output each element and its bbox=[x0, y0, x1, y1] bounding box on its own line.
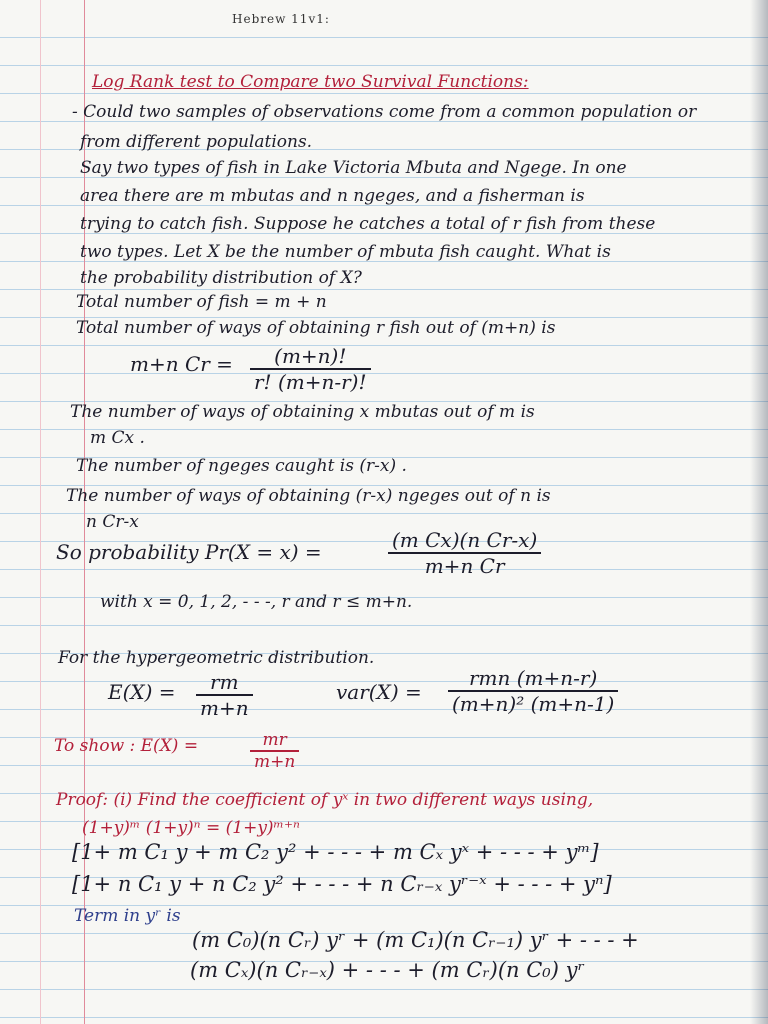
text-line-3: Say two types of fish in Lake Victoria Mbuta and Ngege. In one bbox=[80, 158, 627, 178]
text-line-5: trying to catch fish. Suppose he catches a total of r fish from these bbox=[80, 214, 656, 234]
text-line-2: from different populations. bbox=[80, 132, 313, 152]
text-line-14: The number of ways of obtaining (r-x) ngeges out of n is bbox=[66, 486, 551, 506]
text-line-13: The number of ngeges caught is (r-x) . bbox=[76, 456, 407, 476]
text-line-15: n Cr-x bbox=[86, 512, 139, 532]
text-line-8: Total number of fish = m + n bbox=[76, 292, 327, 312]
probability-formula-fraction bbox=[388, 528, 541, 578]
page-shadow bbox=[750, 0, 768, 1024]
term-line: Term in yʳ is bbox=[74, 906, 181, 926]
probability-formula-left: So probability Pr(X = x) = bbox=[56, 540, 322, 564]
combination-formula-left: m+n Cr = bbox=[130, 352, 233, 376]
text-line-11: The number of ways of obtaining x mbutas out of m is bbox=[70, 402, 535, 422]
page-title: Log Rank test to Compare two Survival Functions: bbox=[92, 72, 529, 92]
variance-formula-left: var(X) = bbox=[336, 680, 422, 704]
term-sum-1: (m C₀)(n Cᵣ) yʳ + (m C₁)(n Cᵣ₋₁) yʳ + - - - + bbox=[192, 928, 639, 952]
proof-line: Proof: (i) Find the coefficient of yˣ in two different ways using, bbox=[56, 790, 594, 810]
text-line-7: the probability distribution of X? bbox=[80, 268, 362, 288]
fraction-numerator: rm bbox=[196, 670, 253, 696]
fraction-denominator: m+n Cr bbox=[424, 554, 505, 578]
fraction-numerator: (m+n)! bbox=[250, 344, 371, 370]
to-show-left: To show : E(X) = bbox=[54, 736, 199, 756]
text-line-18: For the hypergeometric distribution. bbox=[58, 648, 375, 668]
term-sum-2: (m Cₓ)(n Cᵣ₋ₓ) + - - - + (m Cᵣ)(n C₀) yʳ bbox=[190, 958, 585, 982]
margin-line-left bbox=[40, 0, 41, 1024]
text-line-6: two types. Let X be the number of mbuta fish caught. What is bbox=[80, 242, 611, 262]
fraction-numerator: mr bbox=[250, 730, 299, 752]
expansion-n: [1+ n C₁ y + n C₂ y² + - - - + n Cᵣ₋ₓ yʳ⁻ˣ + - - - + yⁿ] bbox=[72, 872, 612, 896]
text-line-4: area there are m mbutas and n ngeges, and a fisherman is bbox=[80, 186, 585, 206]
fraction-numerator: (m Cx)(n Cr-x) bbox=[388, 528, 541, 554]
fraction-denominator: (m+n)² (m+n-1) bbox=[452, 692, 615, 716]
proof-identity: (1+y)ᵐ (1+y)ⁿ = (1+y)ᵐ⁺ⁿ bbox=[82, 818, 300, 838]
expectation-formula-fraction bbox=[196, 670, 253, 720]
fraction-denominator: r! (m+n-r)! bbox=[254, 370, 367, 394]
fraction-numerator: rmn (m+n-r) bbox=[448, 666, 618, 692]
text-line-12: m Cx . bbox=[90, 428, 145, 448]
variance-formula-fraction bbox=[448, 666, 618, 716]
text-line-9: Total number of ways of obtaining r fish out of (m+n) is bbox=[76, 318, 556, 338]
combination-formula-fraction bbox=[250, 344, 371, 394]
text-line-17: with x = 0, 1, 2, - - -, r and r ≤ m+n. bbox=[100, 592, 413, 612]
fraction-denominator: m+n bbox=[200, 696, 249, 720]
text-line-1: - Could two samples of observations come from a common population or bbox=[72, 102, 697, 122]
to-show-fraction bbox=[250, 730, 299, 772]
expectation-formula-left: E(X) = bbox=[108, 680, 176, 704]
fraction-denominator: m+n bbox=[254, 752, 296, 772]
margin-line bbox=[84, 0, 85, 1024]
page-header: Hebrew 11v1: bbox=[232, 12, 330, 26]
expansion-m: [1+ m C₁ y + m C₂ y² + - - - + m Cₓ yˣ + - - - + yᵐ] bbox=[72, 840, 599, 864]
